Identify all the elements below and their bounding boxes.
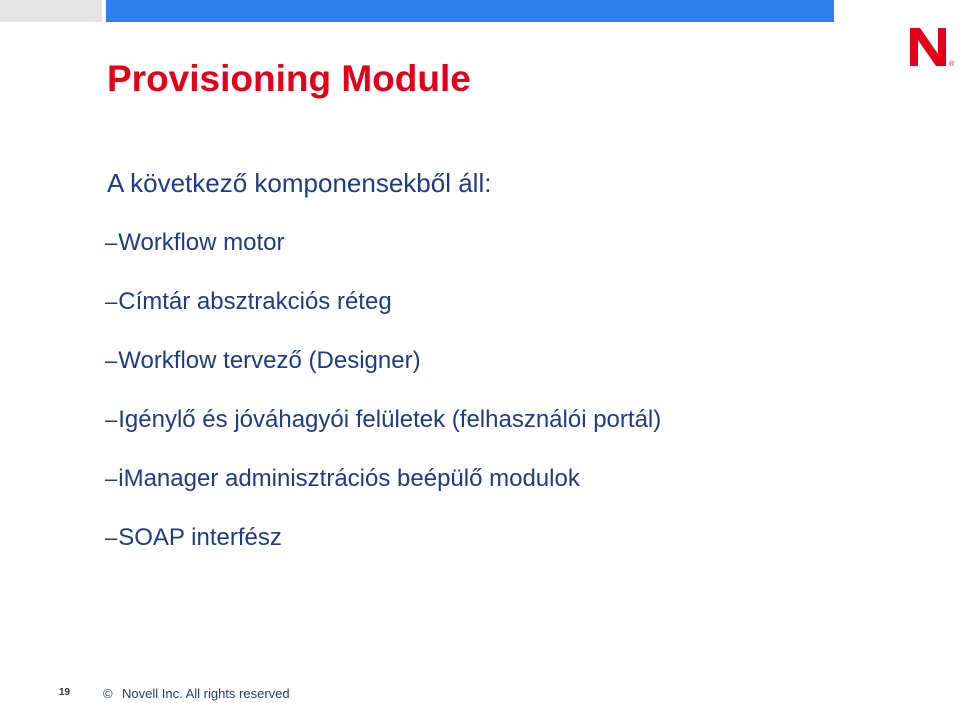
dash-bullet: – bbox=[105, 230, 118, 255]
dash-bullet: – bbox=[105, 289, 118, 314]
page-number: 19 bbox=[59, 687, 71, 698]
registered-mark: ® bbox=[949, 61, 955, 68]
list-item bbox=[105, 285, 661, 344]
slide-title: Provisioning Module bbox=[107, 58, 471, 99]
novell-logo-icon bbox=[908, 26, 956, 70]
list-item bbox=[105, 403, 661, 462]
list-item bbox=[105, 344, 661, 403]
dash-bullet: – bbox=[105, 348, 118, 373]
component-list bbox=[105, 226, 661, 580]
list-item-text: iManager adminisztrációs beépülő modulok bbox=[118, 465, 580, 492]
novell-n-shape bbox=[910, 28, 946, 66]
copyright-icon: © bbox=[103, 686, 113, 701]
list-item-text: Címtár absztrakciós réteg bbox=[118, 288, 392, 315]
list-item-text: Workflow motor bbox=[118, 229, 285, 256]
dash-bullet: – bbox=[105, 466, 118, 491]
top-bar-blue bbox=[106, 0, 834, 22]
dash-bullet: – bbox=[105, 407, 118, 432]
list-item bbox=[105, 462, 661, 521]
copyright-text: Novell Inc. All rights reserved bbox=[122, 686, 290, 701]
list-item bbox=[105, 226, 661, 285]
top-bar-gray bbox=[0, 0, 102, 22]
intro-text: A következő komponensekből áll: bbox=[107, 168, 492, 198]
list-item-text: Workflow tervező (Designer) bbox=[118, 347, 421, 374]
list-item-text: SOAP interfész bbox=[118, 524, 282, 551]
dash-bullet: – bbox=[105, 525, 118, 550]
slide-footer bbox=[0, 684, 960, 703]
list-item bbox=[105, 521, 661, 580]
list-item-text: Igénylő és jóváhagyói felületek (felhasználói portál) bbox=[118, 406, 662, 433]
